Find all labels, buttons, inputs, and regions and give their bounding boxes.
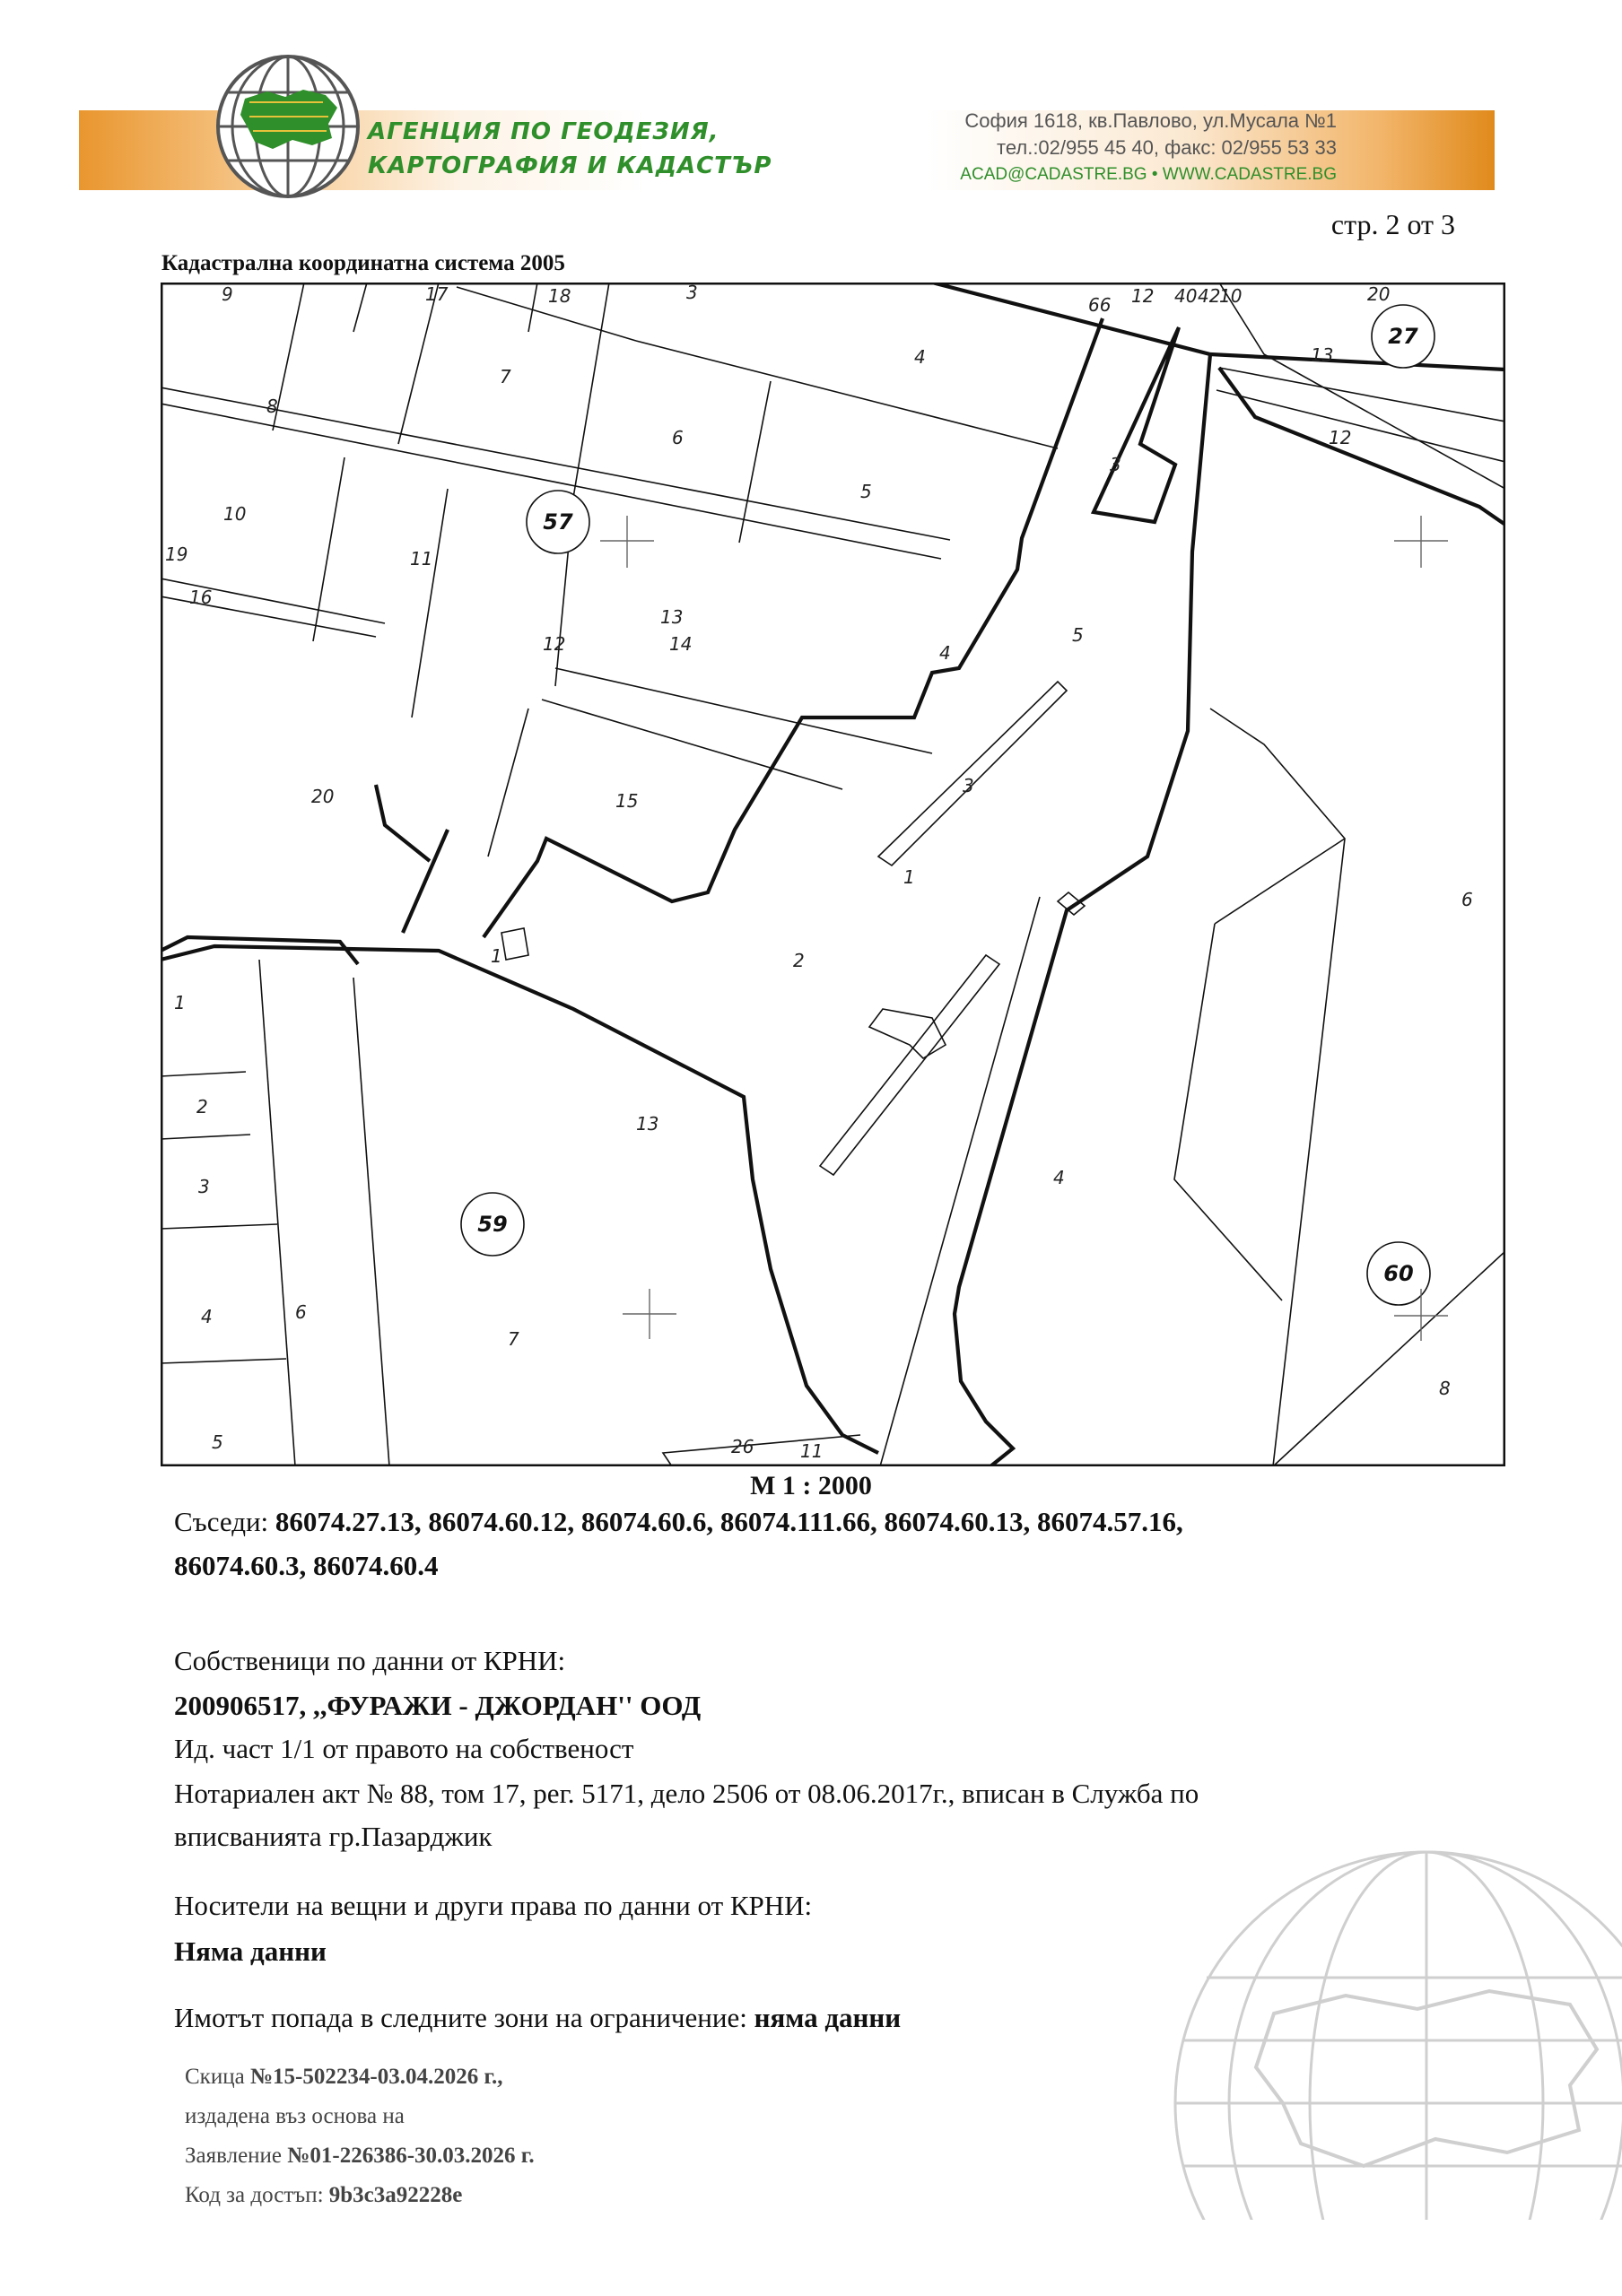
access-code: 9b3c3a92228e — [328, 2183, 463, 2207]
coordinate-system-label: Кадастрална координатна система 2005 — [161, 251, 565, 275]
parcel-label: 11 — [410, 548, 433, 570]
parcel-label: 13 — [636, 1113, 659, 1135]
parcel-label: 66 — [1088, 294, 1112, 316]
parcel-label: 12 — [1131, 285, 1155, 307]
sketch-number: №15-502234-03.04.2026 г., — [249, 2065, 503, 2089]
block-number: 27 — [1388, 324, 1418, 349]
owners-heading: Собственици по данни от КРНИ: — [174, 1645, 566, 1676]
parcel-label: 12 — [1329, 427, 1352, 448]
parcel-label: 6 — [295, 1301, 307, 1323]
issued-on: издадена въз основа на — [185, 2104, 405, 2128]
block-number: 59 — [477, 1212, 508, 1237]
neighbors-line-1 — [174, 1504, 1183, 1540]
parcel-label: 26 — [731, 1436, 754, 1457]
parcel-label: 5 — [1072, 624, 1084, 646]
deed-line-1: Нотариален акт № 88, том 17, рег. 5171, дело 2506 от 08.06.2017г., вписан в Служба по — [174, 1778, 1199, 1809]
parcel-label: 5 — [212, 1431, 223, 1453]
parcel-label: 15 — [615, 790, 639, 812]
sketch-label: Скица — [185, 2065, 245, 2089]
parcel-label: 3 — [963, 775, 974, 796]
block-number: 60 — [1383, 1261, 1414, 1286]
rights-value: Няма данни — [174, 1935, 327, 1967]
email-web-line: ACAD@CADASTRE.BG • WWW.CADASTRE.BG — [960, 165, 1337, 184]
owner-name: 200906517, ,,ФУРАЖИ - ДЖОРДАН'' ООД — [174, 1690, 702, 1721]
parcel-label: 4 — [201, 1306, 213, 1327]
parcel-label: 14 — [669, 633, 693, 655]
parcel-label: 40 — [1174, 285, 1198, 307]
parcel-label: 5 — [860, 481, 872, 502]
block-circles — [461, 305, 1435, 1305]
parcel-label: 1 — [903, 866, 915, 888]
rights-heading: Носители на вещни и други права по данни от КРНИ: — [174, 1890, 813, 1921]
contact-block — [960, 108, 1337, 188]
watermark-globe — [1121, 1843, 1622, 2220]
grid-crosses — [600, 516, 1448, 1341]
map-border — [161, 283, 1504, 1465]
parcel-label: 7 — [508, 1328, 519, 1350]
restrictions-value: няма данни — [754, 2002, 902, 2033]
map-lines — [161, 283, 1505, 1466]
parcel-label: 19 — [165, 544, 188, 565]
neighbors-list-1: 86074.27.13, 86074.60.12, 86074.60.6, 86074.111.66, 86074.60.13, 86074.57.16, — [275, 1506, 1183, 1537]
agency-name: АГЕНЦИЯ ПО ГЕОДЕЗИЯ, КАРТОГРАФИЯ И КАДАСТЪР — [368, 118, 772, 179]
map-scale: М 1 : 2000 — [750, 1471, 872, 1500]
parcel-label: 1 — [174, 992, 186, 1013]
application-label: Заявление — [185, 2144, 283, 2168]
parcel-label: 2 — [196, 1096, 208, 1118]
parcel-label: 3 — [1110, 454, 1121, 475]
parcel-label: 9 — [222, 283, 233, 305]
parcel-label: 1 — [491, 945, 502, 967]
parcel-label: 4 — [939, 642, 951, 664]
parcel-label: 7 — [500, 366, 511, 387]
restrictions-label: Имотът попада в следните зони на ограничение: — [174, 2002, 747, 2033]
parcel-label: 4 — [1053, 1167, 1065, 1188]
parcel-label: 18 — [548, 285, 571, 307]
ownership-share: Ид. част 1/1 от правото на собственост — [174, 1733, 634, 1764]
parcel-label: 11 — [800, 1440, 824, 1462]
parcel-label: 20 — [1367, 283, 1391, 305]
parcel-label: 6 — [1461, 889, 1473, 910]
parcel-label: 20 — [311, 786, 335, 807]
parcel-label: 4 — [914, 346, 926, 368]
restrictions-line — [174, 2000, 901, 2036]
access-code-line — [185, 2183, 462, 2208]
parcel-label: 3 — [686, 283, 698, 303]
agency-logo-globe — [214, 52, 362, 201]
block-number: 57 — [543, 509, 573, 535]
sketch-line — [185, 2065, 503, 2090]
parcel-label: 10 — [1219, 285, 1243, 307]
parcel-labels — [165, 283, 1473, 1462]
page-number: стр. 2 от 3 — [1330, 208, 1455, 240]
application-line — [185, 2144, 535, 2169]
neighbors-list-2: 86074.60.3, 86074.60.4 — [174, 1550, 439, 1581]
neighbors-label: Съседи: — [174, 1506, 269, 1537]
parcel-label: 42 — [1198, 285, 1221, 307]
address-line: София 1618, кв.Павлово, ул.Мусала №1 — [964, 109, 1337, 132]
parcel-label: 8 — [266, 396, 278, 417]
parcel-label: 8 — [1439, 1378, 1451, 1399]
parcel-label: 12 — [543, 633, 566, 655]
application-number: №01-226386-30.03.2026 г. — [287, 2144, 535, 2168]
deed-line-2: вписванията гр.Пазарджик — [174, 1821, 493, 1852]
cadastral-map — [161, 283, 1505, 1466]
parcel-label: 10 — [223, 503, 247, 525]
access-code-label: Код за достъп: — [185, 2183, 324, 2207]
parcel-label: 16 — [189, 587, 213, 608]
parcel-label: 6 — [672, 427, 684, 448]
phone-fax-line: тел.:02/955 45 40, факс: 02/955 53 33 — [997, 136, 1337, 159]
parcel-label: 13 — [1311, 344, 1334, 366]
parcel-label: 2 — [793, 950, 805, 971]
parcel-label: 17 — [425, 283, 449, 305]
parcel-label: 3 — [198, 1176, 210, 1197]
parcel-label: 13 — [660, 606, 684, 628]
